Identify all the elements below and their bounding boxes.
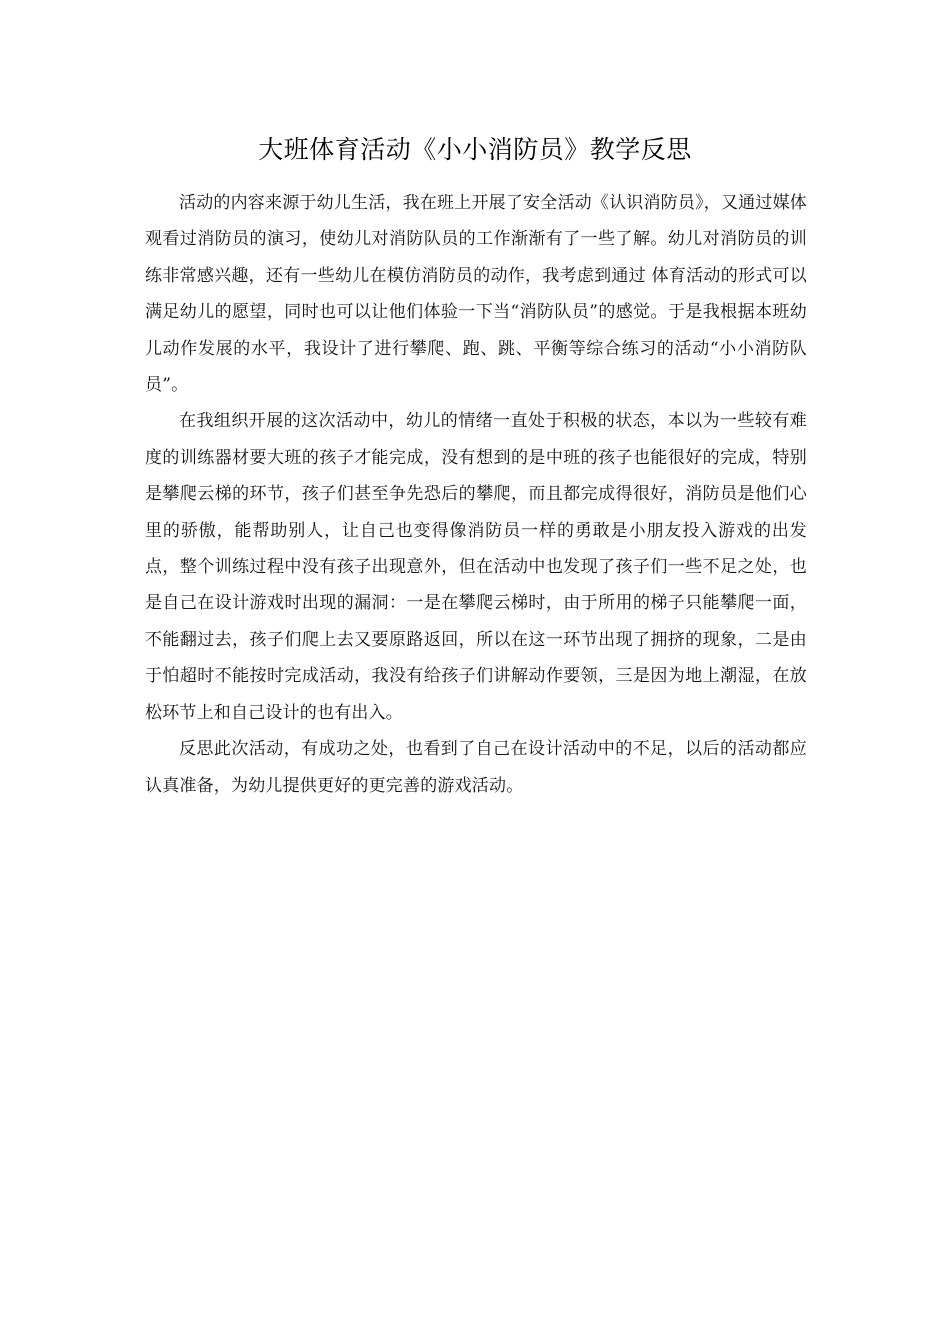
paragraph-1: 活动的内容来源于幼儿生活，我在班上开展了安全活动《认识消防员》，又通过媒体观看过消防员的演习，使幼儿对消防队员的工作渐渐有了一些了解。幼儿对消防员的训练非常感兴趣，还有一些幼儿在模仿消防员的动作，我考虑到通过 体育活动的形式可以满足幼儿的愿望，同时也可以让他们体验一下当“消防队员”的感觉。于是我根据本班幼儿动作发展的水平，我设计了进行攀爬、跑、跳、平衡等综合练习的活动“小小消防队员”。 (145, 193, 807, 396)
document-title: 大班体育活动《小小消防员》教学反思 (258, 135, 692, 164)
paragraph-2: 在我组织开展的这次活动中，幼儿的情绪一直处于积极的状态，本以为一些较有难度的训练器材要大班的孩子才能完成，没有想到的是中班的孩子也能很好的完成，特别是攀爬云梯的环节，孩子们甚至争先恐后的攀爬，而且都完成得很好，消防员是他们心里的骄傲，能帮助别人，让自己也变得像消防员一样的勇敢是小朋友投入游戏的出发点，整个训练过程中没有孩子出现意外，但在活动中也发现了孩子们一些不足之处，也是自己在设计游戏时出现的漏洞：一是在攀爬云梯时，由于所用的梯子只能攀爬一面，不能翻过去，孩子们爬上去又要原路返回，所以在这一环节出现了拥挤的现象，二是由于怕超时不能按时完成活动，我没有给孩子们讲解动作要领，三是因为地上潮湿，在放松环节上和自己设计的也有出入。 (145, 411, 807, 723)
paragraph-3: 反思此次活动，有成功之处，也看到了自己在设计活动中的不足，以后的活动都应认真准备，为幼儿提供更好的更完善的游戏活动。 (145, 739, 807, 796)
document-body (145, 185, 807, 804)
